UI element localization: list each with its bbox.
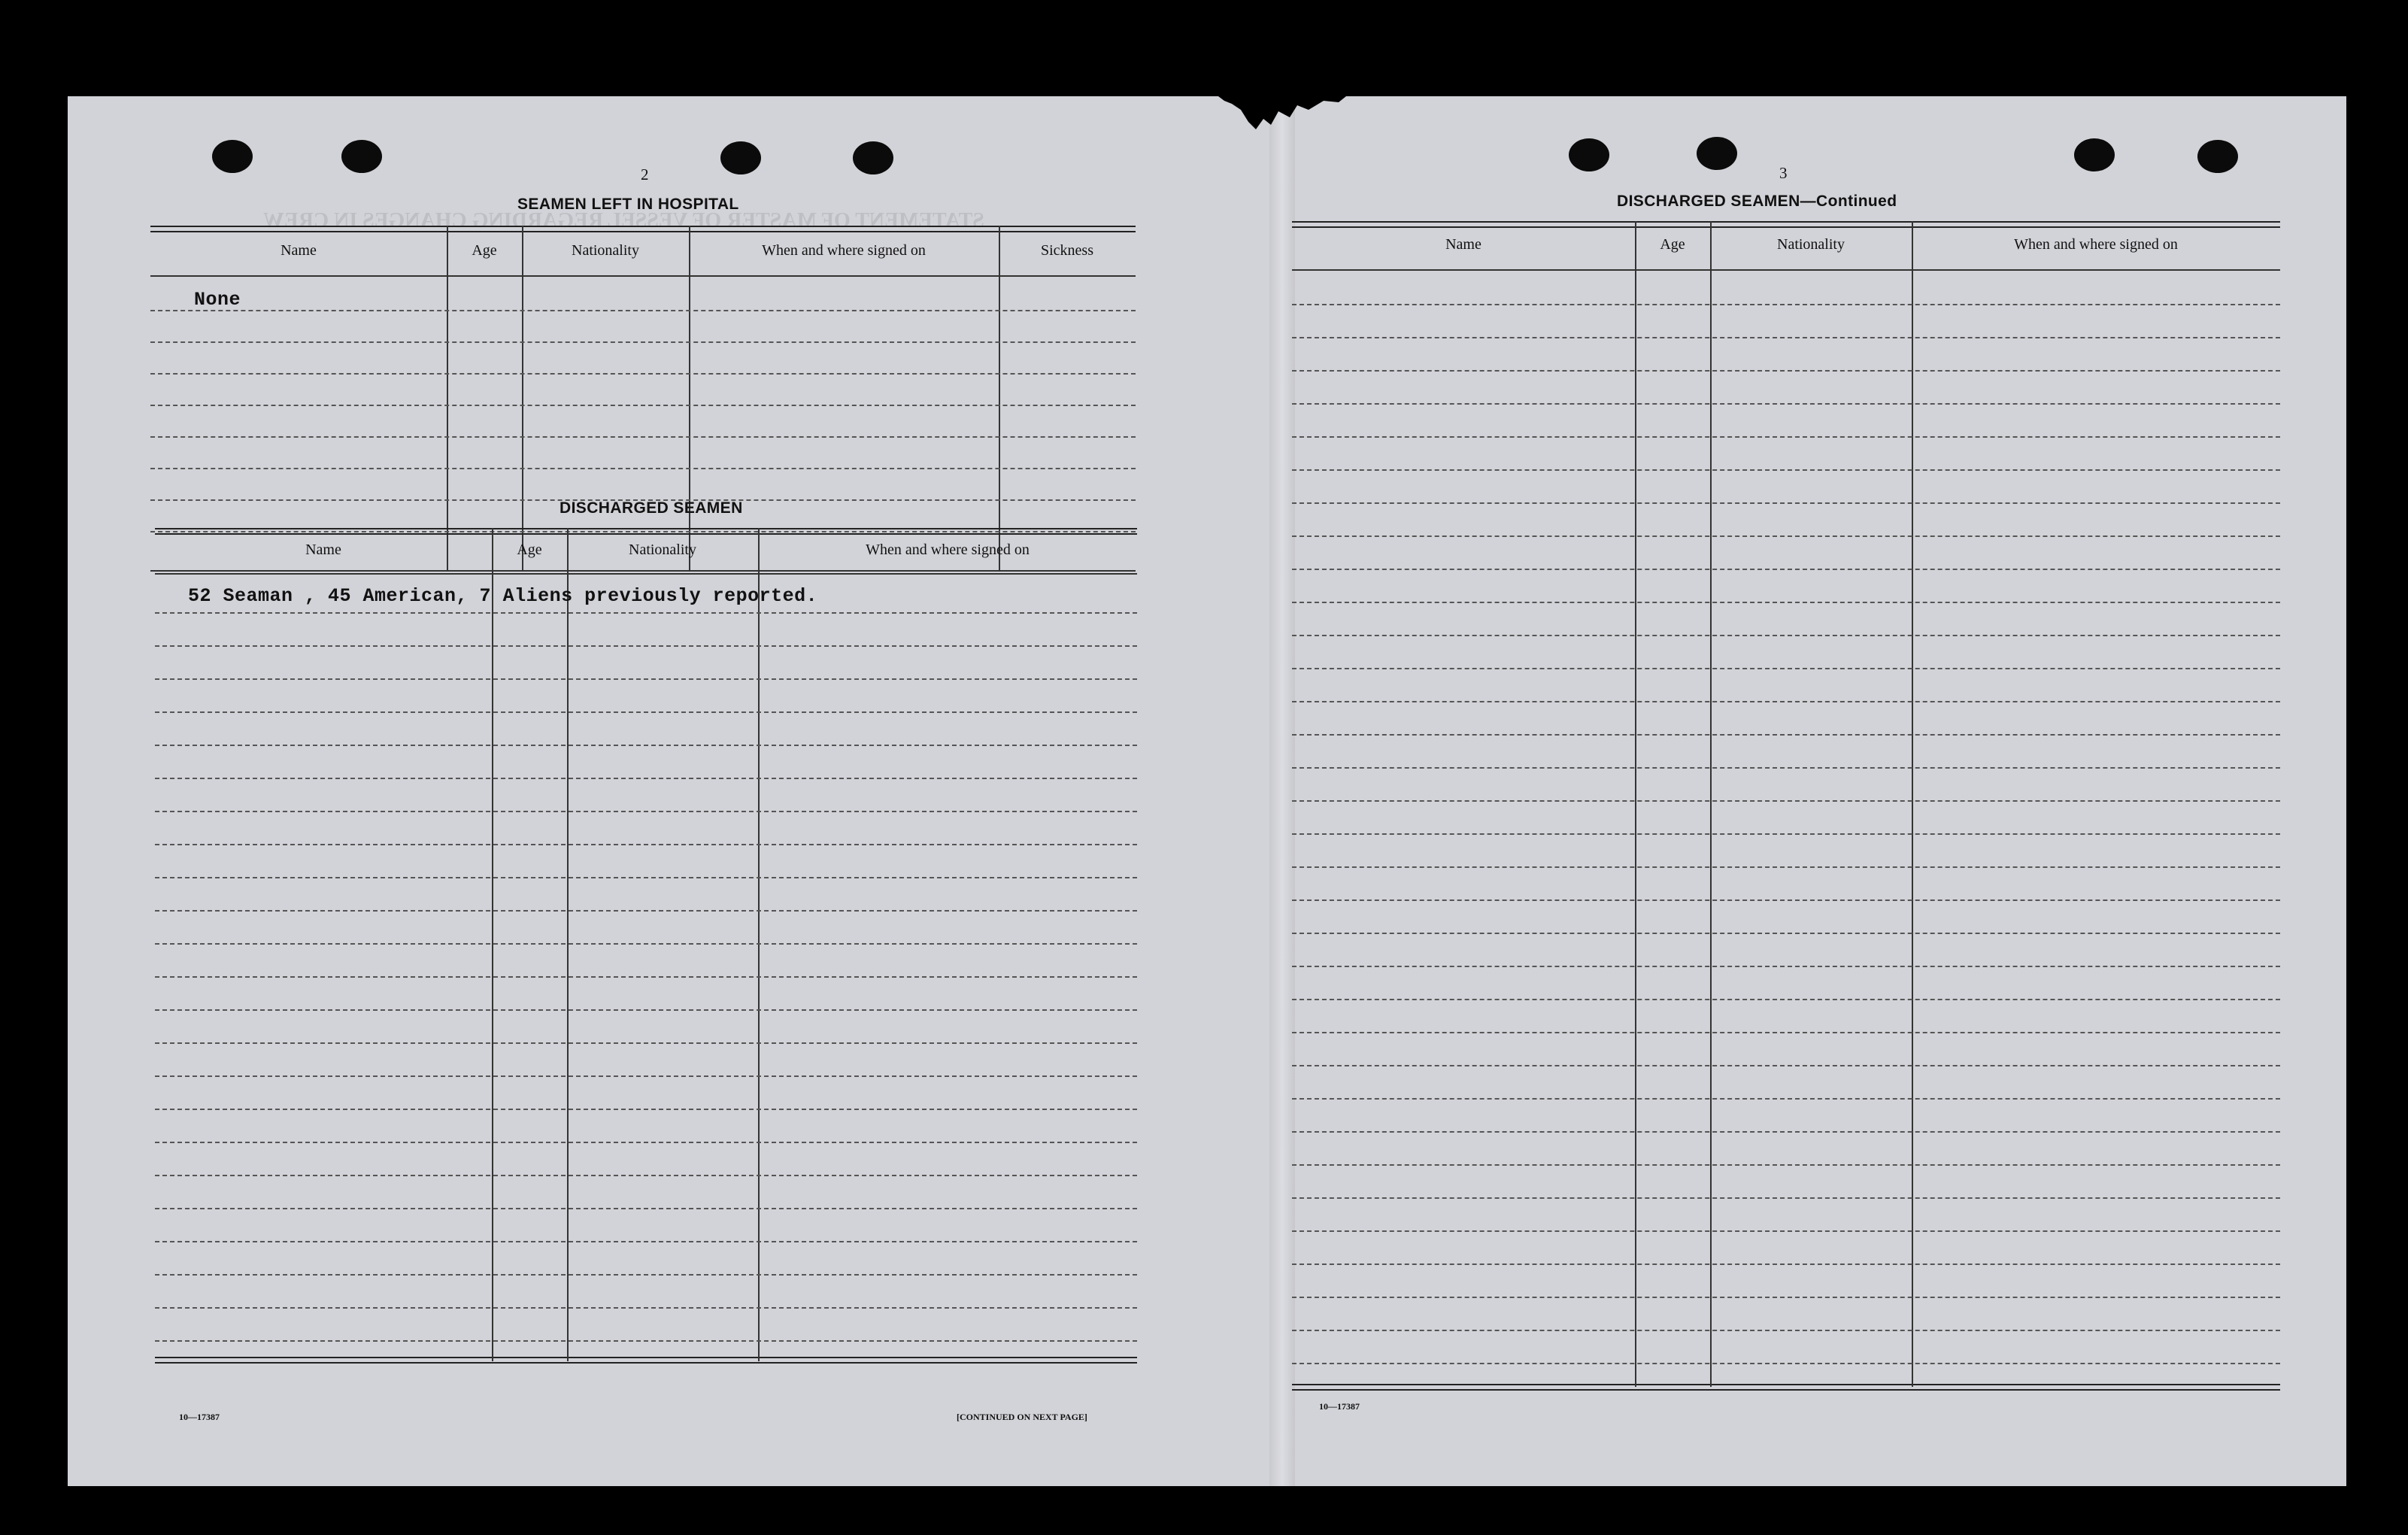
col-header-age: Age bbox=[472, 242, 497, 259]
form-number: 10—17387 bbox=[1319, 1401, 1360, 1412]
discharged-continued-title: DISCHARGED SEAMEN—Continued bbox=[1617, 193, 1897, 210]
discharged-table-right bbox=[1292, 221, 2280, 1394]
continued-note: [CONTINUED ON NEXT PAGE] bbox=[957, 1412, 1087, 1422]
page-number: 2 bbox=[641, 165, 649, 184]
page-fold bbox=[1269, 96, 1295, 1486]
col-header-signed-on: When and where signed on bbox=[866, 541, 1030, 558]
punch-hole bbox=[212, 140, 253, 173]
punch-hole bbox=[1697, 137, 1737, 170]
col-header-name: Name bbox=[1445, 236, 1481, 253]
col-header-signed-on: When and where signed on bbox=[762, 242, 926, 259]
punch-hole bbox=[853, 141, 893, 174]
punch-hole bbox=[2074, 138, 2115, 171]
hospital-section-title: SEAMEN LEFT IN HOSPITAL bbox=[517, 196, 739, 213]
col-header-sickness: Sickness bbox=[1041, 242, 1093, 259]
col-header-name: Name bbox=[305, 541, 341, 558]
col-header-nationality: Nationality bbox=[572, 242, 639, 259]
document-sheet bbox=[68, 96, 2346, 1486]
page-number: 3 bbox=[1779, 164, 1788, 182]
discharged-entry: 52 Seaman , 45 American, 7 Aliens previously reported. bbox=[188, 585, 818, 607]
torn-edge bbox=[1218, 96, 1346, 141]
punch-hole bbox=[720, 141, 761, 174]
punch-hole bbox=[341, 140, 382, 173]
col-header-signed-on: When and where signed on bbox=[2014, 236, 2178, 253]
punch-hole bbox=[2197, 140, 2238, 173]
discharged-table-left bbox=[155, 528, 1137, 1438]
col-header-nationality: Nationality bbox=[1777, 236, 1845, 253]
col-header-age: Age bbox=[517, 541, 542, 558]
bleed-through-text: STATEMENT OF MASTER OF VESSEL REGARDING CHANGES IN CREW bbox=[263, 209, 984, 232]
punch-hole bbox=[1569, 138, 1609, 171]
form-number: 10—17387 bbox=[179, 1412, 220, 1422]
hospital-entry: None bbox=[194, 289, 241, 311]
col-header-nationality: Nationality bbox=[629, 541, 696, 558]
hospital-table bbox=[150, 226, 1136, 573]
discharged-section-title: DISCHARGED SEAMEN bbox=[560, 499, 743, 517]
col-header-age: Age bbox=[1660, 236, 1685, 253]
col-header-name: Name bbox=[281, 242, 317, 259]
